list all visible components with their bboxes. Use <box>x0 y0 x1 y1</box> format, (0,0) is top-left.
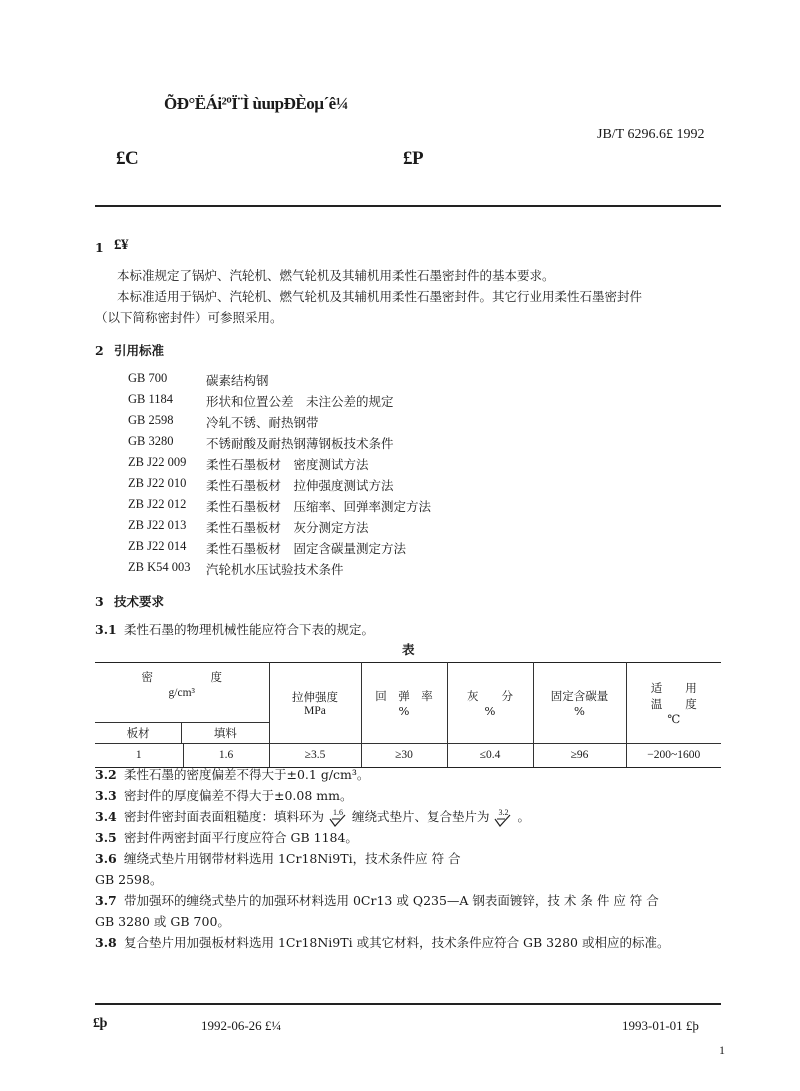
tensile-unit: MPa <box>304 704 326 717</box>
clause-3-6-line2: GB 2598。 <box>95 872 163 887</box>
properties-table <box>95 662 721 768</box>
clause-3-4-part-c: 。 <box>517 809 530 824</box>
section1-para2-line2: （以下简称密封件）可参照采用。 <box>95 310 283 325</box>
ref-title: 汽轮机水压试验技术条件 <box>206 562 344 577</box>
cell-sheet-density: 1 <box>95 743 183 767</box>
cell-rebound: ≥30 <box>361 743 447 767</box>
ash-label: 灰 分 <box>467 688 513 703</box>
clause-3-3-number: 3.3 <box>95 788 117 803</box>
section3-number: 3 <box>95 594 104 609</box>
roughness-value-1: 1.6 <box>333 807 343 817</box>
ref-title: 形状和位置公差 未注公差的规定 <box>206 394 394 409</box>
ref-code: GB 1184 <box>128 392 174 406</box>
section1-para2-line1: 本标准适用于锅炉、汽轮机、燃气轮机及其辅机用柔性石墨密封件。其它行业用柔性石墨密封件 <box>117 289 643 304</box>
carbon-label: 固定含碳量 <box>550 688 609 703</box>
ref-code: ZB J22 009 <box>128 455 187 469</box>
clause-3-5-text: 密封件两密封面平行度应符合 GB 1184。 <box>124 830 358 845</box>
roughness-value-2: 3.2 <box>498 807 509 817</box>
clause-3-7-number: 3.7 <box>95 893 117 908</box>
approved-date: 1992-06-26 £¼ <box>201 1018 282 1033</box>
carbon-header <box>533 663 626 744</box>
section1-heading: £¥ <box>114 237 128 253</box>
clause-3-6-line1: 缠绕式垫片用钢带材料选用 1Cr18Ni9Ti，技术条件应 符 合 <box>124 851 461 866</box>
ref-code: GB 2598 <box>128 413 174 427</box>
ref-title: 碳素结构钢 <box>206 373 269 388</box>
cell-fill-density: 1.6 <box>183 743 269 767</box>
clause-3-4-part-a: 密封件密封面表面粗糙度：填料环为 <box>124 809 325 824</box>
cell-temperature: −200~1600 <box>626 743 721 767</box>
section1-para1: 本标准规定了锅炉、汽轮机、燃气轮机及其辅机用柔性石墨密封件的基本要求。 <box>117 268 555 283</box>
garbled-title: ÕÐ°ËÁi²ºÏ¨Ì ùuıpÐÈoµ´ê¼ <box>164 94 348 113</box>
section2-heading: 引用标准 <box>114 343 165 358</box>
ref-title: 柔性石墨板材 密度测试方法 <box>206 457 369 472</box>
clause-3-6-number: 3.6 <box>95 851 117 866</box>
ash-unit: % <box>484 703 496 718</box>
standard-number: JB/T 6296.6£ 1992 <box>597 127 705 142</box>
ref-title: 冷轧不锈、耐热钢带 <box>206 415 319 430</box>
ref-title: 柔性石墨板材 固定含碳量测定方法 <box>206 541 407 556</box>
density-subheader <box>95 699 269 743</box>
clause-3-7-line2: GB 3280 或 GB 700。 <box>95 914 230 929</box>
ref-title: 柔性石墨板材 压缩率、回弹率测定方法 <box>206 499 432 514</box>
clause-3-3-text: 密封件的厚度偏差不得大于±0.08 mm。 <box>124 788 353 803</box>
temperature-header <box>626 663 721 744</box>
tensile-header <box>269 663 361 744</box>
clause-3-2-text: 柔性石墨的密度偏差不得大于±0.1 g/cm³。 <box>124 767 370 782</box>
rebound-unit: % <box>398 703 410 718</box>
rebound-label: 回 弹 率 <box>375 688 433 703</box>
section2-number: 2 <box>95 343 104 358</box>
header-right-glyph: £P <box>403 148 424 169</box>
clause-3-8-number: 3.8 <box>95 935 117 950</box>
clause-3-4-part-b: 缠绕式垫片、复合垫片为 <box>351 809 490 824</box>
roughness-symbol-icon <box>493 807 513 825</box>
ref-code: ZB J22 012 <box>128 497 187 511</box>
clause-3-4-text <box>124 809 530 825</box>
section1-number: 1 <box>95 240 104 255</box>
ref-code: ZB K54 003 <box>128 560 191 574</box>
ash-header <box>447 663 533 744</box>
footer-rule <box>95 1003 721 1005</box>
ref-title: 柔性石墨板材 拉伸强度测试方法 <box>206 478 394 493</box>
ref-title: 不锈耐酸及耐热钢薄钢板技术条件 <box>206 436 394 451</box>
roughness-symbol-icon <box>328 807 348 825</box>
clause-3-4-number: 3.4 <box>95 809 117 824</box>
section3-heading: 技术要求 <box>114 594 165 609</box>
temperature-unit: ℃ <box>667 711 681 726</box>
ref-code: GB 3280 <box>128 434 174 448</box>
table-row <box>95 743 721 767</box>
footer-left-glyph: £þ <box>93 1016 107 1031</box>
page-number: 1 <box>719 1043 725 1057</box>
clause-3-7-line1: 带加强环的缠绕式垫片的加强环材料选用 0Cr13 或 Q235—A 钢表面镀锌，技 术 条 件 应 符 合 <box>124 893 659 908</box>
ref-code: ZB J22 014 <box>128 539 187 553</box>
sheet-subheader: 板材 <box>95 723 182 743</box>
temperature-label-1: 适 用 <box>650 680 697 695</box>
ref-code: ZB J22 010 <box>128 476 187 490</box>
header-rule <box>95 205 721 207</box>
carbon-unit: % <box>574 703 585 718</box>
table-caption: 表 <box>402 642 415 657</box>
rebound-header <box>361 663 447 744</box>
cell-tensile: ≥3.5 <box>269 743 361 767</box>
fill-subheader: 填料 <box>182 723 269 743</box>
density-unit: g/cm³ <box>168 687 195 699</box>
ref-title: 柔性石墨板材 灰分测定方法 <box>206 520 369 535</box>
tensile-label: 拉伸强度 <box>292 689 338 704</box>
ref-code: GB 700 <box>128 371 168 385</box>
density-header <box>95 663 269 700</box>
cell-ash: ≤0.4 <box>447 743 533 767</box>
density-label: 密 度 <box>141 670 222 684</box>
clause-3-2-number: 3.2 <box>95 767 117 782</box>
header-left-glyph: £C <box>116 148 139 169</box>
clause-3-1-number: 3.1 <box>95 622 117 637</box>
cell-carbon: ≥96 <box>533 743 626 767</box>
ref-code: ZB J22 013 <box>128 518 187 532</box>
temperature-label-2: 温 度 <box>650 696 697 711</box>
clause-3-8-text: 复合垫片用加强板材料选用 1Cr18Ni9Ti 或其它材料，技术条件应符合 GB 3280 或相应的标准。 <box>124 935 670 950</box>
clause-3-5-number: 3.5 <box>95 830 117 845</box>
effective-date: 1993-01-01 £þ <box>622 1018 699 1033</box>
clause-3-1-text: 柔性石墨的物理机械性能应符合下表的规定。 <box>124 622 375 637</box>
